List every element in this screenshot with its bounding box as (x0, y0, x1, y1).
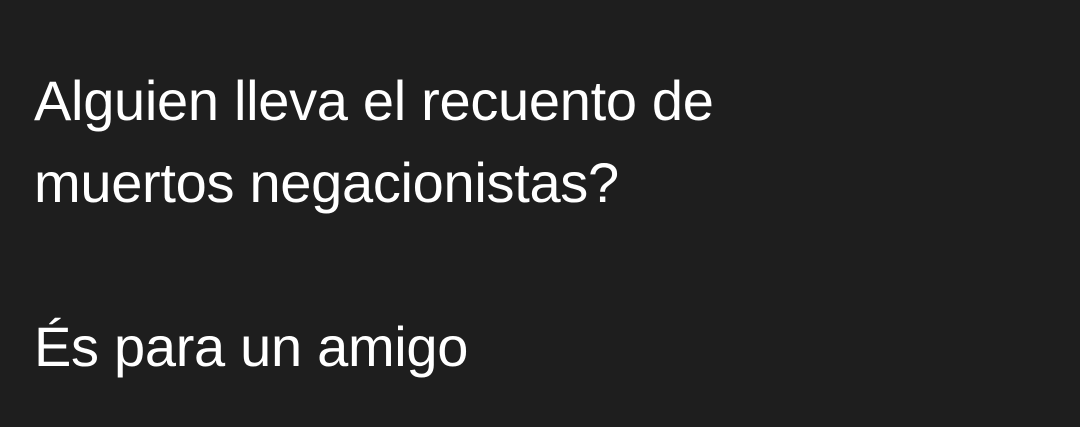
paragraph-spacer (34, 224, 1046, 306)
post-text-line-2: muertos negacionistas? (34, 151, 619, 214)
post-text-line-1: Alguien lleva el recuento de (34, 69, 714, 132)
post-text-line-3: És para un amigo (34, 315, 469, 378)
